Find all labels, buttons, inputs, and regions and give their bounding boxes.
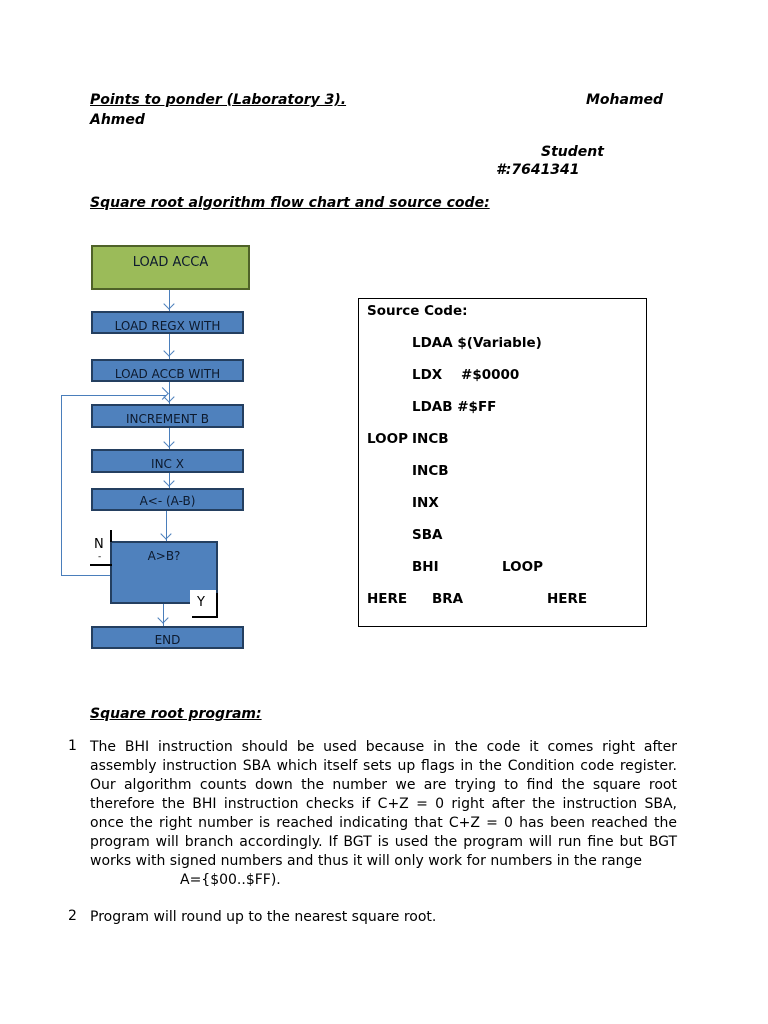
code-op: INCB [412, 431, 449, 447]
range-text: A={$00..$FF). [180, 872, 281, 888]
code-arg: HERE [547, 591, 588, 607]
loop-back-line [61, 575, 110, 576]
flow-box-increment-b: INCREMENT B [91, 404, 244, 428]
decision-yes-label: Y [197, 595, 205, 610]
author-first-name: Mohamed [586, 92, 664, 108]
student-label: Student [541, 144, 604, 160]
no-branch-tick [110, 530, 112, 542]
code-label: HERE [367, 591, 408, 607]
arrow-down-icon [160, 528, 171, 539]
document-title: Points to ponder (Laboratory 3). [90, 92, 347, 108]
flow-box-load-accb: LOAD ACCB WITH [91, 359, 244, 382]
code-op: INX [412, 495, 439, 511]
code-op: LDAB #$FF [412, 399, 497, 415]
code-op: LDX #$0000 [412, 367, 520, 383]
list-item-text: The BHI instruction should be used because in the code it comes right after assembly instruction SBA which itself sets up flags in the Condition code register. Our algorithm counts down the number we are trying to find the square root therefore the BHI instruction checks if C+Z = 0 right after the instruction SBA, once the right number is reached indicating that C+Z = 0 has been reached the program will branch accordingly. If BGT is used the program will run fine but BGT works with signed numbers and thus it will only work for numbers in the range [90, 739, 677, 869]
flow-box-end: END [91, 626, 244, 649]
source-code-heading: Source Code: [367, 303, 468, 319]
code-op: SBA [412, 527, 443, 543]
code-arg: LOOP [502, 559, 543, 575]
list-item-number: 2 [68, 908, 77, 924]
yes-branch-mark [192, 616, 218, 618]
loop-back-line [61, 395, 62, 576]
yes-branch-tick [216, 593, 218, 618]
decision-no-dash: - [98, 552, 102, 562]
code-label: LOOP [367, 431, 408, 447]
code-op: INCB [412, 463, 449, 479]
decision-no-label: N [94, 537, 104, 552]
flowchart-section-heading: Square root algorithm flow chart and source code: [90, 195, 490, 211]
list-item-number: 1 [68, 738, 77, 754]
author-last-name: Ahmed [90, 112, 145, 128]
code-op: BRA [432, 591, 464, 607]
list-item-text: Program will round up to the nearest square root. [90, 909, 437, 925]
loop-back-line [61, 395, 166, 396]
flow-box-load-acca: LOAD ACCA [91, 245, 250, 290]
source-code-box [358, 298, 647, 627]
student-number: #:7641341 [496, 162, 580, 178]
flow-box-load-regx: LOAD REGX WITH [91, 311, 244, 334]
arrow-down-icon [163, 298, 174, 309]
no-branch-mark [90, 564, 112, 566]
flow-box-subtract: A<- (A-B) [91, 488, 244, 511]
arrow-down-icon [163, 436, 174, 447]
arrow-down-icon [157, 612, 168, 623]
arrow-down-icon [163, 475, 174, 486]
flow-decision-box: A>B? [110, 541, 218, 604]
code-op: BHI [412, 559, 439, 575]
program-section-heading: Square root program: [90, 706, 262, 722]
arrow-down-icon [163, 345, 174, 356]
code-op: LDAA $(Variable) [412, 335, 542, 351]
flow-box-inc-x: INC X [91, 449, 244, 473]
